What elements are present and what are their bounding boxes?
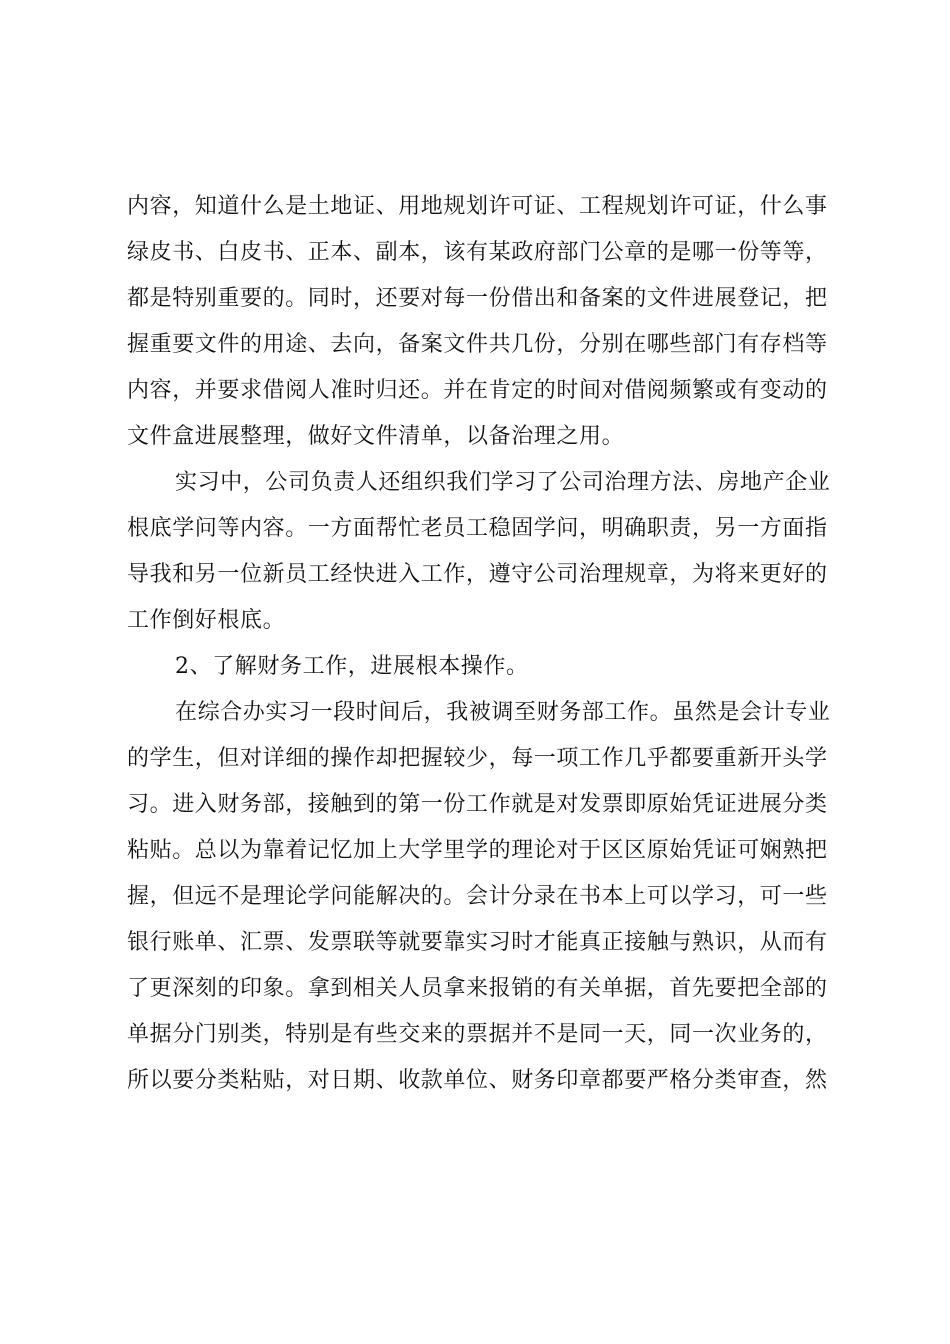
text-line: 了更深刻的印象。拿到相关人员拿来报销的有关单据，首先要把全部的 bbox=[127, 976, 828, 1001]
text-line: 都是特别重要的。同时，还要对每一份借出和备案的文件进展登记，把 bbox=[127, 286, 828, 311]
paragraph-start-line: 在综合办实习一段时间后，我被调至财务部工作。虽然是会计专业 bbox=[175, 700, 831, 725]
text-line: 握，但远不是理论学问能解决的。会计分录在书本上可以学习，可一些 bbox=[127, 884, 828, 909]
text-line: 文件盒进展整理，做好文件清单，以备治理之用。 bbox=[127, 424, 625, 449]
text-line: 工作倒好根底。 bbox=[127, 608, 286, 633]
text-line: 的学生，但对详细的操作却把握较少，每一项工作几乎都要重新开头学 bbox=[127, 746, 828, 771]
text-line: 内容，并要求借阅人准时归还。并在肯定的时间对借阅频繁或有变动的 bbox=[127, 378, 828, 403]
text-line: 单据分门别类，特别是有些交来的票据并不是同一天，同一次业务的， bbox=[127, 1022, 828, 1047]
paragraph-start-line: 实习中，公司负责人还组织我们学习了公司治理方法、房地产企业 bbox=[175, 470, 831, 495]
text-line: 根底学问等内容。一方面帮忙老员工稳固学问，明确职责，另一方面指 bbox=[127, 516, 828, 541]
text-line: 握重要文件的用途、去向，备案文件共几份，分别在哪些部门有存档等 bbox=[127, 332, 828, 357]
text-line: 习。进入财务部，接触到的第一份工作就是对发票即原始凭证进展分类 bbox=[127, 792, 828, 817]
text-line: 绿皮书、白皮书、正本、副本，该有某政府部门公章的是哪一份等等， bbox=[127, 240, 828, 265]
section-heading: 2、了解财务工作，进展根本操作。 bbox=[175, 654, 529, 679]
text-line: 银行账单、汇票、发票联等就要靠实习时才能真正接触与熟识，从而有 bbox=[127, 930, 828, 955]
body-text bbox=[127, 184, 837, 1104]
text-line: 内容，知道什么是土地证、用地规划许可证、工程规划许可证，什么事 bbox=[127, 194, 828, 219]
text-line: 所以要分类粘贴，对日期、收款单位、财务印章都要严格分类审查，然 bbox=[127, 1068, 828, 1093]
text-line: 粘贴。总以为靠着记忆加上大学里学的理论对于区区原始凭证可娴熟把 bbox=[127, 838, 828, 863]
text-line: 导我和另一位新员工经快进入工作，遵守公司治理规章，为将来更好的 bbox=[127, 562, 828, 587]
